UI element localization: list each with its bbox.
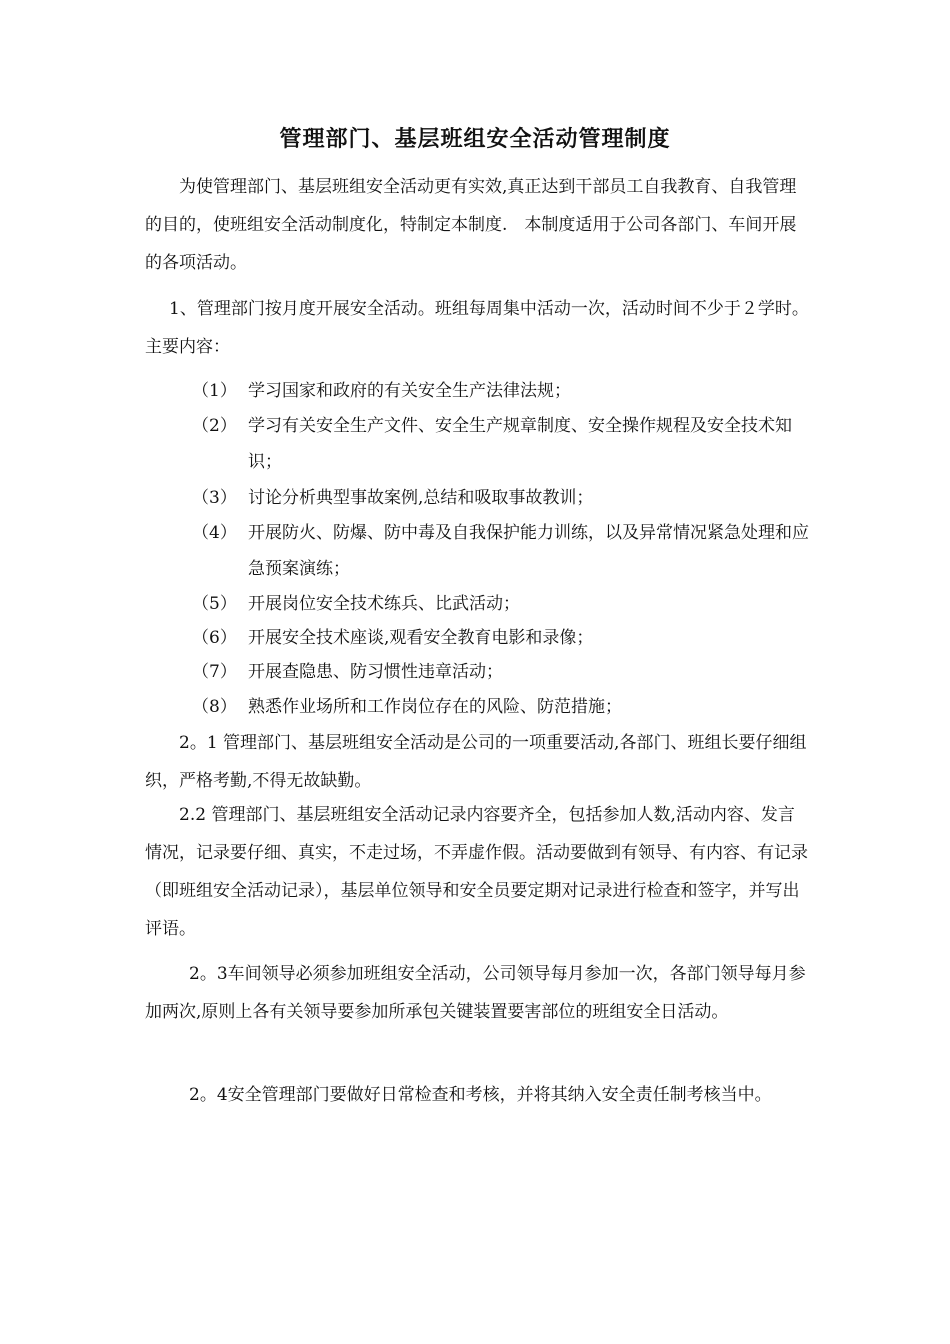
list-item-text: 熟悉作业场所和工作岗位存在的风险、防范措施； <box>248 697 622 717</box>
list-item <box>192 689 810 725</box>
list-item-text: 讨论分析典型事故案例,总结和吸取事故教训； <box>248 488 594 508</box>
list-item <box>192 408 810 480</box>
intro-paragraph: 为使管理部门、基层班组安全活动更有实效,真正达到干部员工自我教育、自我管理的目的，使班组安全活动制度化，特制定本制度. 本制度适用于公司各部门、车间开展的各项活动。 <box>145 177 797 273</box>
section-1-paragraph: 1、管理部门按月度开展安全活动。班组每周集中活动一次，活动时间不少于２学时。主要内容： <box>145 299 809 357</box>
section-2-3-paragraph: 2。3车间领导必须参加班组安全活动，公司领导每月参加一次，各部门领导每月参加两次,原则上各有关领导要参加所承包关键装置要害部位的班组安全日活动。 <box>145 964 806 1022</box>
list-item <box>192 515 810 587</box>
list-item-number: （4） <box>192 523 237 543</box>
list-item-text: 开展查隐患、防习惯性违章活动； <box>248 662 503 682</box>
list-item-text: 开展岗位安全技术练兵、比武活动； <box>248 594 520 614</box>
list-item <box>192 373 810 409</box>
list-item-text: 学习有关安全生产文件、安全生产规章制度、安全操作规程及安全技术知识； <box>248 416 792 472</box>
list-item <box>192 654 810 690</box>
list-item-text: 学习国家和政府的有关安全生产法律法规； <box>248 381 571 401</box>
section-2-1-paragraph: 2。1 管理部门、基层班组安全活动是公司的一项重要活动,各部门、班组长要仔细组织，严格考勤,不得无故缺勤。 <box>145 733 807 791</box>
list-item-number: （5） <box>192 594 237 614</box>
list-item-number: （8） <box>192 697 237 717</box>
list-item <box>192 586 810 622</box>
list-item <box>192 480 810 516</box>
document-title: 管理部门、基层班组安全活动管理制度 <box>279 127 671 152</box>
list-item-number: （3） <box>192 488 237 508</box>
list-item-number: （2） <box>192 416 237 436</box>
list-item-number: （7） <box>192 662 237 682</box>
list-item-text: 开展安全技术座谈,观看安全教育电影和录像； <box>248 628 594 648</box>
section-2-4-paragraph: 2。4安全管理部门要做好日常检查和考核，并将其纳入安全责任制考核当中。 <box>189 1085 772 1105</box>
list-item <box>192 620 810 656</box>
section-2-2-paragraph: 2.2 管理部门、基层班组安全活动记录内容要齐全，包括参加人数,活动内容、发言情况，记录要仔细、真实，不走过场，不弄虚作假。活动要做到有领导、有内容、有记录（即班组安全活动记录），基层单位领导和安全员要定期对记录进行检查和签字，并写出评语。 <box>145 805 808 939</box>
list-item-number: （6） <box>192 628 237 648</box>
list-item-text: 开展防火、防爆、防中毒及自我保护能力训练，以及异常情况紧急处理和应急预案演练； <box>248 523 809 579</box>
list-item-number: （1） <box>192 381 237 401</box>
